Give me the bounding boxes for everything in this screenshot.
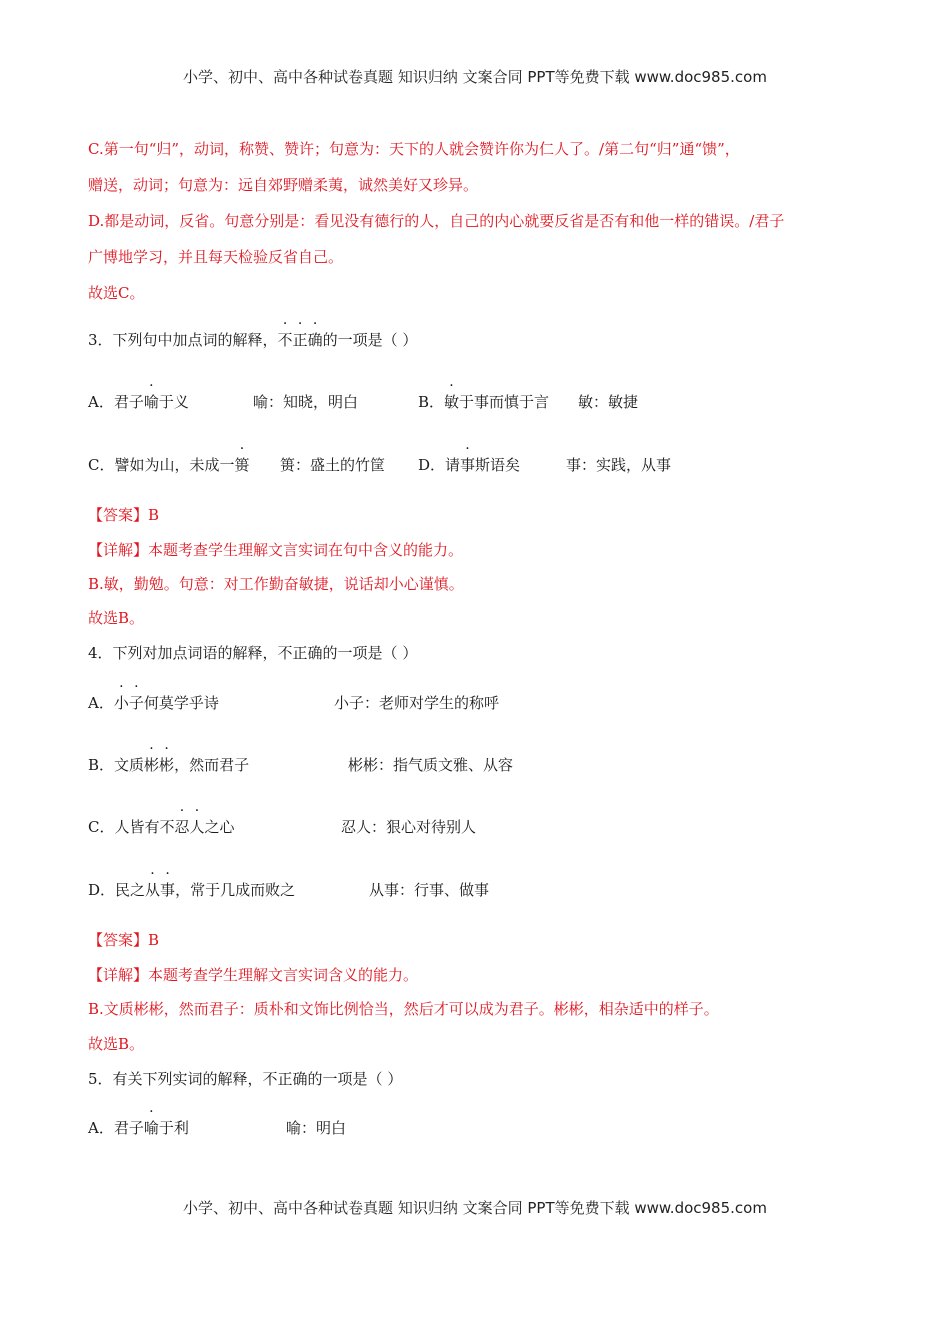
q5-option-a-dotted-char: 喻 — [143, 1119, 159, 1137]
q2-option-d-explain-line1: D.都是动词，反省。句意分别是：看见没有德行的人，自己的内心就要反省是否有和他一样的错误。/君子 — [88, 212, 785, 230]
q4-option-c-gloss: 忍人：狠心对待别人 — [341, 818, 477, 836]
q4-option-a-dotted-char: 子 — [128, 694, 144, 712]
q4-answer: 【答案】B — [88, 931, 160, 949]
q3-option-d: D．请事斯语矣 — [418, 456, 521, 474]
q3-option-c: C．譬如为山，未成一篑 — [88, 456, 250, 474]
q3-stem-dotted-char: 确 — [307, 331, 323, 349]
q3-option-c-gloss: 篑：盛土的竹筐 — [280, 456, 386, 474]
q3-answer: 【答案】B — [88, 506, 160, 524]
q4-explanation: B.文质彬彬，然而君子：质朴和文饰比例恰当，然后才可以成为君子。彬彬，相杂适中的样子。 — [88, 1000, 719, 1018]
q3-option-a-gloss: 喻：知晓，明白 — [253, 393, 359, 411]
q3-explanation: B.敏，勤勉。句意：对工作勤奋敏捷，说话却小心谨慎。 — [88, 575, 464, 593]
page-footer: 小学、初中、高中各种试卷真题 知识归纳 文案合同 PPT等免费下载 www.doc985.com — [183, 1199, 767, 1217]
page-header: 小学、初中、高中各种试卷真题 知识归纳 文案合同 PPT等免费下载 www.doc985.com — [183, 68, 767, 86]
q3-conclusion: 故选B。 — [88, 609, 145, 627]
q3-option-d-gloss: 事：实践，从事 — [566, 456, 672, 474]
q3-detail: 【详解】本题考查学生理解文言实词在句中含义的能力。 — [88, 541, 464, 559]
q4-option-b-gloss: 彬彬：指气质文雅、从容 — [348, 756, 514, 774]
q4-detail: 【详解】本题考查学生理解文言实词含义的能力。 — [88, 966, 419, 984]
q3-option-d-dotted-char: 事 — [460, 456, 476, 474]
q4-conclusion: 故选B。 — [88, 1035, 145, 1053]
q5-stem: 5．有关下列实词的解释，不正确的一项是（ ） — [88, 1070, 403, 1088]
q3-option-a-dotted-char: 喻 — [143, 393, 159, 411]
q3-option-b-dotted-char: 敏 — [444, 393, 460, 411]
q4-option-b-dotted-char: 彬 — [159, 756, 175, 774]
q3-stem: 3．下列句中加点词的解释，不正确的一项是（ ） — [88, 331, 418, 349]
q4-option-a: A．小子何莫学乎诗 — [88, 694, 219, 712]
q5-option-a: A．君子喻于利 — [88, 1119, 189, 1137]
q2-option-c-explain-line1: C.第一句“归”，动词，称赞、赞许；句意为：天下的人就会赞许你为仁人了。/第二句“归”通“馈”， — [88, 140, 740, 158]
q4-stem: 4．下列对加点词语的解释，不正确的一项是（ ） — [88, 644, 418, 662]
q2-option-c-explain-line2: 赠送，动词；句意为：远自郊野赠柔荑，诚然美好又珍异。 — [88, 176, 479, 194]
q4-option-a-gloss: 小子：老师对学生的称呼 — [334, 694, 500, 712]
q3-option-a: A．君子喻于义 — [88, 393, 189, 411]
q3-stem-dotted-char: 正 — [292, 331, 308, 349]
q4-option-a-dotted-char: 小 — [113, 694, 129, 712]
q4-option-b-dotted-char: 彬 — [144, 756, 160, 774]
q4-option-d-dotted-char: 事 — [160, 881, 176, 899]
q4-option-c-dotted-char: 人 — [189, 818, 205, 836]
q3-option-c-dotted-char: 篑 — [234, 456, 250, 474]
q2-conclusion: 故选C。 — [88, 284, 145, 302]
q4-option-d-gloss: 从事：行事、做事 — [369, 881, 490, 899]
q3-option-b: B．敏于事而慎于言 — [418, 393, 550, 411]
q4-option-d-dotted-char: 从 — [145, 881, 161, 899]
q5-option-a-gloss: 喻：明白 — [286, 1119, 347, 1137]
q2-option-d-explain-line2: 广博地学习，并且每天检验反省自己。 — [88, 248, 344, 266]
q4-option-c-dotted-char: 忍 — [174, 818, 190, 836]
q3-stem-dotted-char: 不 — [277, 331, 293, 349]
q4-option-b: B．文质彬彬，然而君子 — [88, 756, 250, 774]
q4-option-d: D．民之从事，常于几成而败之 — [88, 881, 296, 899]
q4-option-c: C．人皆有不忍人之心 — [88, 818, 235, 836]
q3-option-b-gloss: 敏：敏捷 — [578, 393, 639, 411]
